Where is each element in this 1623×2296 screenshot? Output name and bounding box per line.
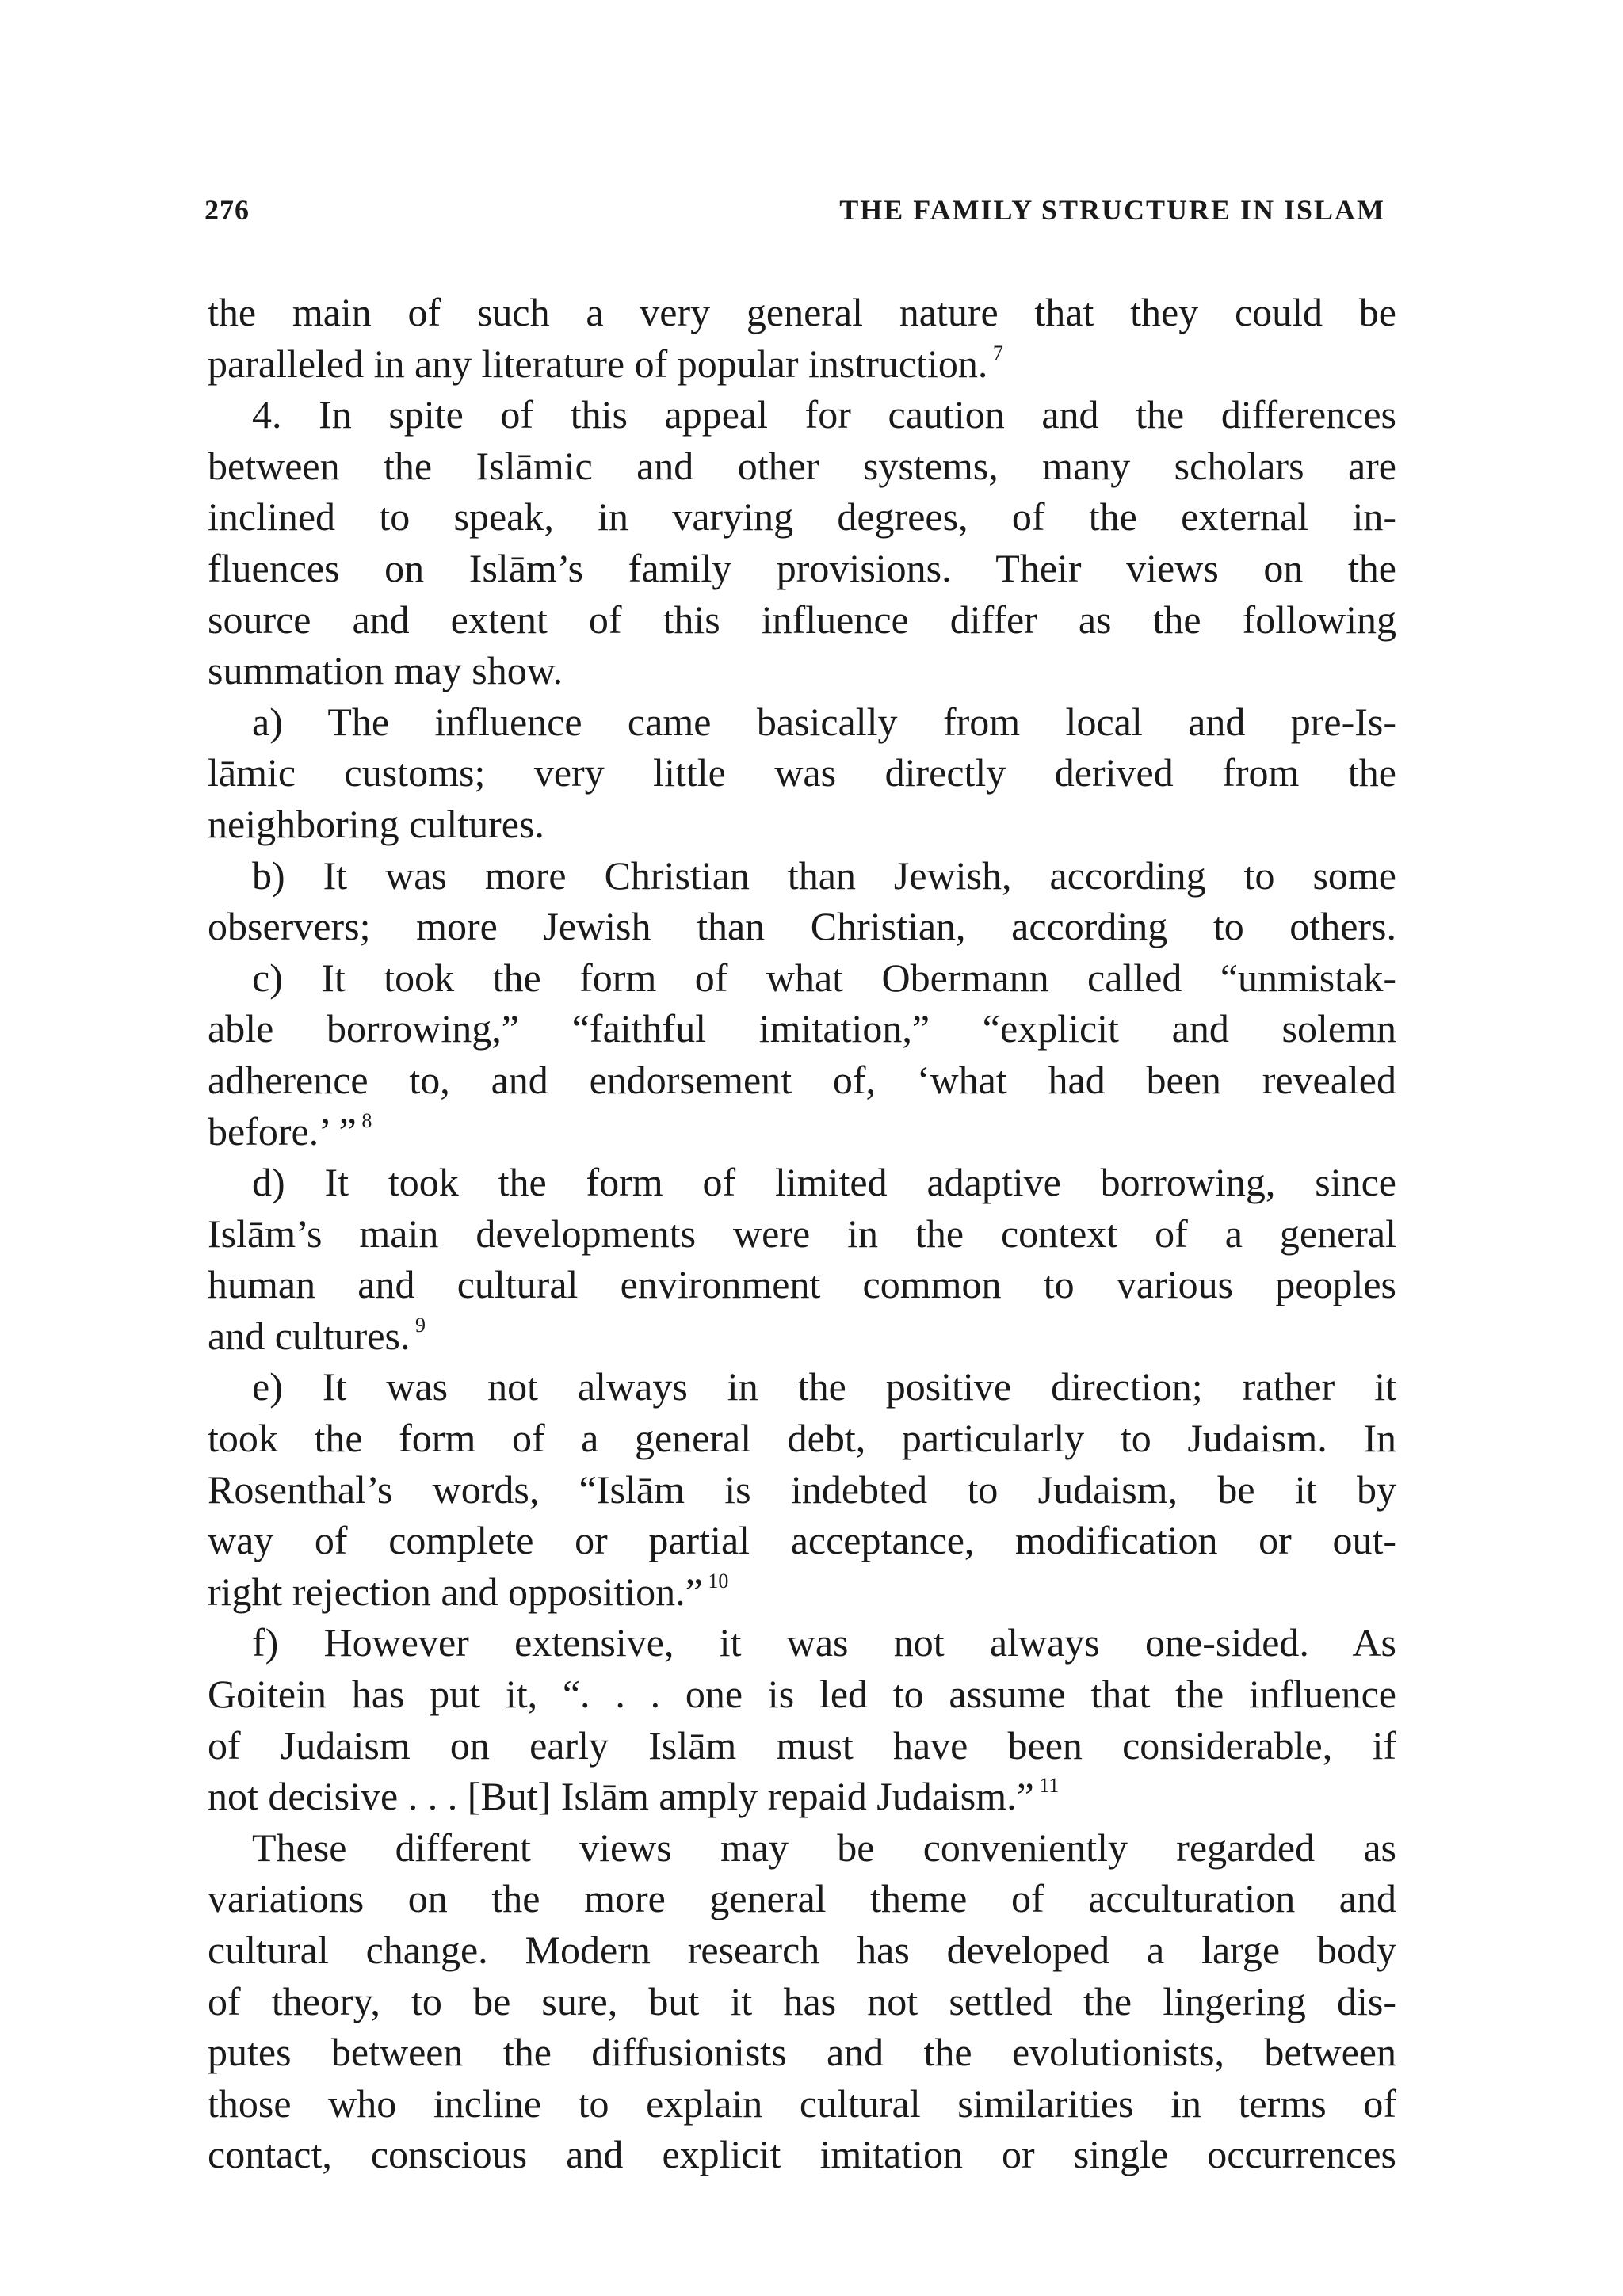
line-text: These different views may be conveniently regarded as [252, 1825, 1396, 1870]
text-line [208, 1310, 1396, 1362]
text-line [208, 1464, 1396, 1516]
line-text: paralleled in any literature of popular instruction. [208, 341, 988, 386]
line-text: neighboring cultures. [208, 801, 544, 846]
text-line [208, 1924, 1396, 1976]
line-text: c) It took the form of what Obermann called “unmistak- [252, 955, 1396, 1000]
line-text: Islām’s main developments were in the context of a general [208, 1211, 1396, 1256]
page-header [204, 189, 1385, 236]
line-text: way of complete or partial acceptance, modification or out- [208, 1518, 1396, 1563]
line-text: 4. In spite of this appeal for caution and the differences [252, 392, 1396, 437]
line-text: variations on the more general theme of acculturation and [208, 1876, 1396, 1921]
text-line [208, 491, 1396, 543]
text-line [208, 799, 1396, 850]
text-line [208, 645, 1396, 696]
footnote-ref: 8 [356, 1108, 372, 1132]
text-line [208, 1822, 1396, 1874]
text-line [208, 1515, 1396, 1566]
text-line [208, 696, 1396, 748]
text-line [208, 1976, 1396, 2027]
text-line [208, 1413, 1396, 1464]
page-number: 276 [204, 194, 250, 226]
line-text: a) The influence came basically from local and pre-Is- [252, 699, 1396, 744]
text-line [208, 389, 1396, 441]
line-text: contact, conscious and explicit imitation or single occurrences [208, 2132, 1396, 2177]
line-text: adherence to, and endorsement of, ‘what had been revealed [208, 1057, 1396, 1102]
text-line [208, 1106, 1396, 1158]
text-line [208, 1669, 1396, 1720]
line-text: human and cultural environment common to various peoples [208, 1262, 1396, 1307]
text-line [208, 2078, 1396, 2130]
text-line [208, 952, 1396, 1004]
line-text: d) It took the form of limited adaptive borrowing, since [252, 1160, 1396, 1205]
line-text: lāmic customs; very little was directly derived from the [208, 750, 1396, 795]
line-text: e) It was not always in the positive direction; rather it [252, 1364, 1396, 1409]
line-text: fluences on Islām’s family provisions. Their views on the [208, 545, 1396, 590]
line-text: Rosenthal’s words, “Islām is indebted to Judaism, be it by [208, 1466, 1396, 1512]
line-text: between the Islāmic and other systems, many scholars are [208, 443, 1396, 488]
text-line [208, 1720, 1396, 1772]
text-line [208, 1771, 1396, 1822]
text-line [208, 1361, 1396, 1413]
line-text: the main of such a very general nature that they could be [208, 290, 1396, 334]
text-line [208, 594, 1396, 646]
text-line [208, 1157, 1396, 1208]
text-line [208, 1566, 1396, 1618]
footnote-ref: 9 [410, 1313, 426, 1337]
line-text: observers; more Jewish than Christian, according to others. [208, 904, 1396, 949]
footnote-ref: 11 [1033, 1774, 1060, 1798]
text-line [208, 543, 1396, 594]
line-text: not decisive . . . [But] Islām amply repaid Judaism.” [208, 1774, 1034, 1819]
body-text [208, 287, 1396, 2180]
line-text: f) However extensive, it was not always one-sided. As [252, 1620, 1396, 1665]
line-text: before.’ ” [208, 1108, 357, 1154]
text-line [208, 850, 1396, 902]
text-line [208, 1003, 1396, 1055]
line-text: putes between the diffusionists and the evolutionists, between [208, 2030, 1396, 2075]
running-head: THE FAMILY STRUCTURE IN ISLAM [839, 194, 1385, 226]
line-text: took the form of a general debt, particularly to Judaism. In [208, 1416, 1396, 1461]
text-line [208, 338, 1396, 390]
text-line [208, 2129, 1396, 2180]
text-line [208, 1873, 1396, 1924]
footnote-ref: 10 [702, 1569, 729, 1592]
line-text: source and extent of this influence differ as the following [208, 597, 1396, 642]
text-line [208, 2027, 1396, 2078]
line-text: able borrowing,” “faithful imitation,” “explicit and solemn [208, 1006, 1396, 1051]
text-line [208, 1617, 1396, 1669]
footnote-ref: 7 [987, 341, 1003, 364]
text-line [208, 747, 1396, 799]
text-line [208, 441, 1396, 492]
text-line [208, 901, 1396, 952]
line-text: b) It was more Christian than Jewish, according to some [252, 852, 1396, 898]
text-line [208, 287, 1396, 338]
line-text: of Judaism on early Islām must have been considerable, if [208, 1722, 1396, 1768]
line-text: those who incline to explain cultural similarities in terms of [208, 2081, 1396, 2126]
line-text: Goitein has put it, “. . . one is led to assume that the influence [208, 1672, 1396, 1717]
text-line [208, 1208, 1396, 1260]
text-line [208, 1259, 1396, 1310]
line-text: right rejection and opposition.” [208, 1569, 703, 1614]
line-text: and cultures. [208, 1313, 411, 1358]
line-text: summation may show. [208, 648, 563, 693]
line-text: inclined to speak, in varying degrees, of the external in- [208, 494, 1396, 540]
line-text: cultural change. Modern research has developed a large body [208, 1928, 1396, 1972]
line-text: of theory, to be sure, but it has not settled the lingering dis- [208, 1978, 1396, 2023]
text-line [208, 1055, 1396, 1106]
